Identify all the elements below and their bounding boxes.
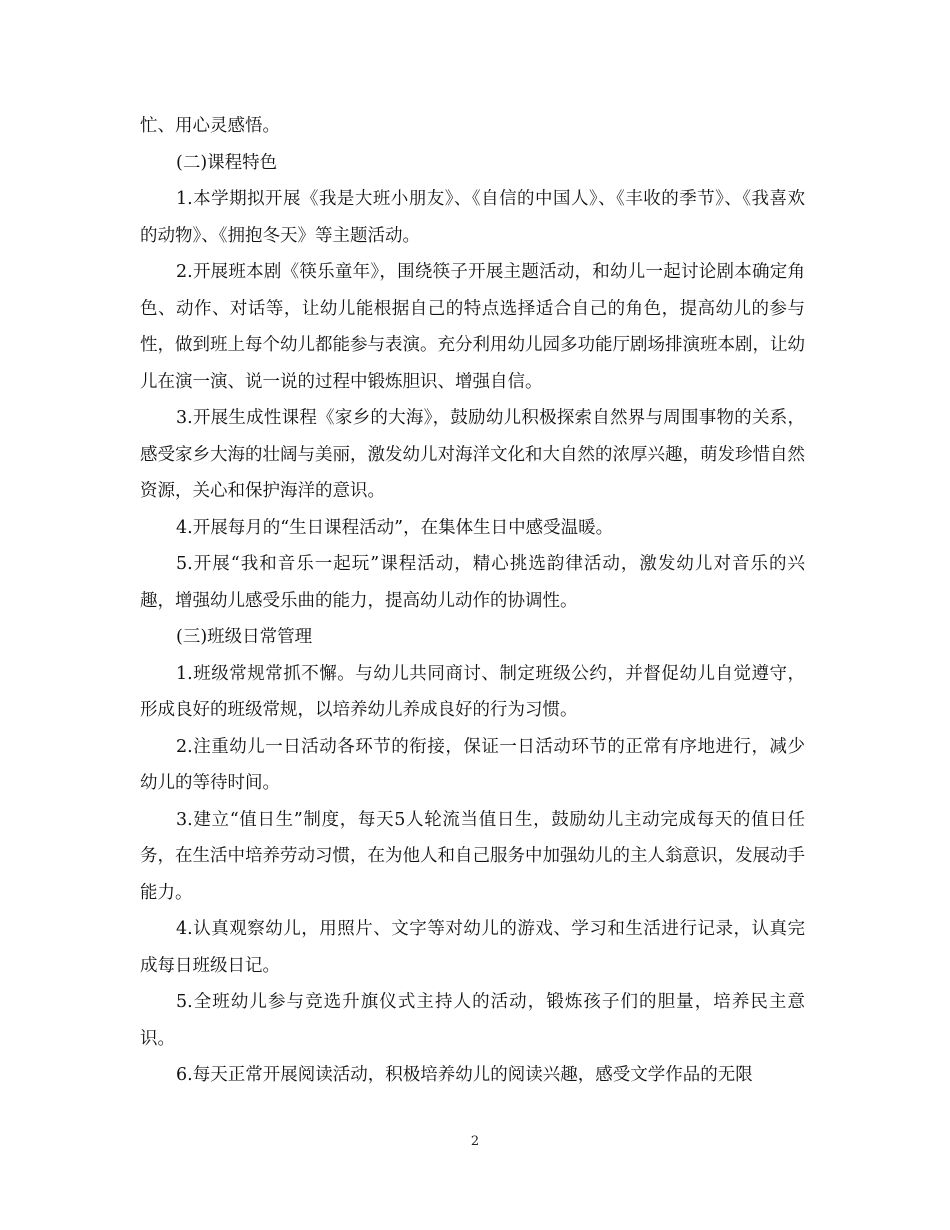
paragraph-item: 2.开展班本剧《筷乐童年》，围绕筷子开展主题活动，和幼儿一起讨论剧本确定角色、动作、对话等，让幼儿能根据自己的特点选择适合自己的角色，提高幼儿的参与性，做到班上每个幼儿都能参与表演。充分利用幼儿园多功能厅剧场排演班本剧，让幼儿在演一演、说一说的过程中锻炼胆识、增强自信。 bbox=[140, 262, 805, 392]
section-heading-course-features: (二)课程特色 bbox=[176, 152, 278, 173]
paragraph-item: 4.认真观察幼儿，用照片、文字等对幼儿的游戏、学习和生活进行记录，认真完成每日班级日记。 bbox=[140, 919, 805, 976]
paragraph-item: 2.注重幼儿一日活动各环节的衔接，保证一日活动环节的正常有序地进行，减少幼儿的等待时间。 bbox=[140, 736, 805, 793]
paragraph-item: 3.开展生成性课程《家乡的大海》，鼓励幼儿积极探索自然界与周围事物的关系，感受家乡大海的壮阔与美丽，激发幼儿对海洋文化和大自然的浓厚兴趣，萌发珍惜自然资源，关心和保护海洋的意识。 bbox=[140, 408, 805, 501]
paragraph-continuation: 忙、用心灵感悟。 bbox=[140, 116, 280, 136]
page-number: 2 bbox=[470, 1134, 480, 1149]
paragraph-item: 5.全班幼儿参与竞选升旗仪式主持人的活动，锻炼孩子们的胆量，培养民主意识。 bbox=[140, 992, 805, 1049]
paragraph-item: 6.每天正常开展阅读活动，积极培养幼儿的阅读兴趣，感受文学作品的无限 bbox=[176, 1065, 753, 1085]
paragraph-item: 1.本学期拟开展《我是大班小朋友》、《自信的中国人》、《丰收的季节》、《我喜欢的动物》、《拥抱冬天》等主题活动。 bbox=[140, 189, 805, 246]
document-body bbox=[140, 108, 805, 1094]
paragraph-item: 4.开展每月的“生日课程活动”，在集体生日中感受温暖。 bbox=[176, 517, 614, 538]
paragraph-item: 3.建立“值日生”制度，每天5人轮流当值日生，鼓励幼儿主动完成每天的值日任务，在生活中培养劳动习惯，在为他人和自己服务中加强幼儿的主人翁意识，发展动手能力。 bbox=[140, 809, 805, 903]
paragraph-item: 5.开展“我和音乐一起玩”课程活动，精心挑选韵律活动，激发幼儿对音乐的兴趣，增强幼儿感受乐曲的能力，提高幼儿动作的协调性。 bbox=[140, 554, 805, 611]
paragraph-item: 1.班级常规常抓不懈。与幼儿共同商讨、制定班级公约，并督促幼儿自觉遵守，形成良好的班级常规，以培养幼儿养成良好的行为习惯。 bbox=[140, 663, 805, 720]
section-heading-class-management: (三)班级日常管理 bbox=[176, 627, 313, 647]
